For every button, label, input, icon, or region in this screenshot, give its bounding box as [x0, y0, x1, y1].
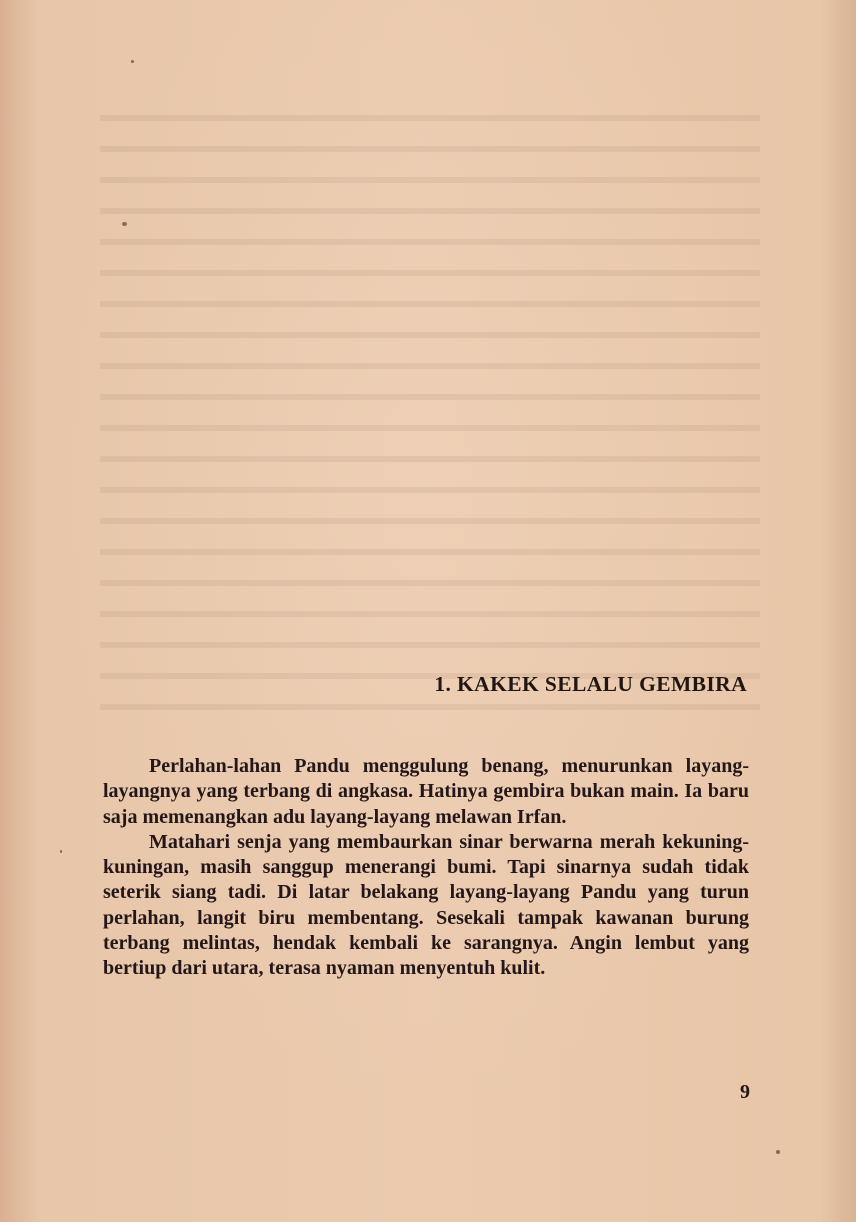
paper-speck — [776, 1150, 780, 1154]
bleed-through-texture — [100, 95, 760, 715]
chapter-title: 1. KAKEK SELALU GEMBIRA — [434, 672, 747, 696]
paper-speck — [60, 850, 62, 853]
paragraph: Matahari senja yang membaurkan sinar berwarna merah kekuning-kuningan, masih sanggup menerangi bumi. Tapi sinarnya sudah tidak seterik siang tadi. Di latar belakang layang-layang Pandu yang turun perlahan, langit biru membentang. Sesekali tampak kawanan burung terbang melintas, hendak kembali ke sarangnya. Angin lembut yang bertiup dari utara, terasa nyaman menyentuh kulit. — [103, 830, 749, 980]
paper-speck — [122, 222, 127, 226]
paper-speck — [131, 60, 134, 63]
paragraph: Perlahan-lahan Pandu menggulung benang, menurunkan layang-layangnya yang terbang di angkasa. Hatinya gembira bukan main. Ia baru saja memenangkan adu layang-layang melawan Irfan. — [103, 755, 749, 828]
body-text — [103, 754, 749, 982]
page-number: 9 — [740, 1081, 750, 1103]
